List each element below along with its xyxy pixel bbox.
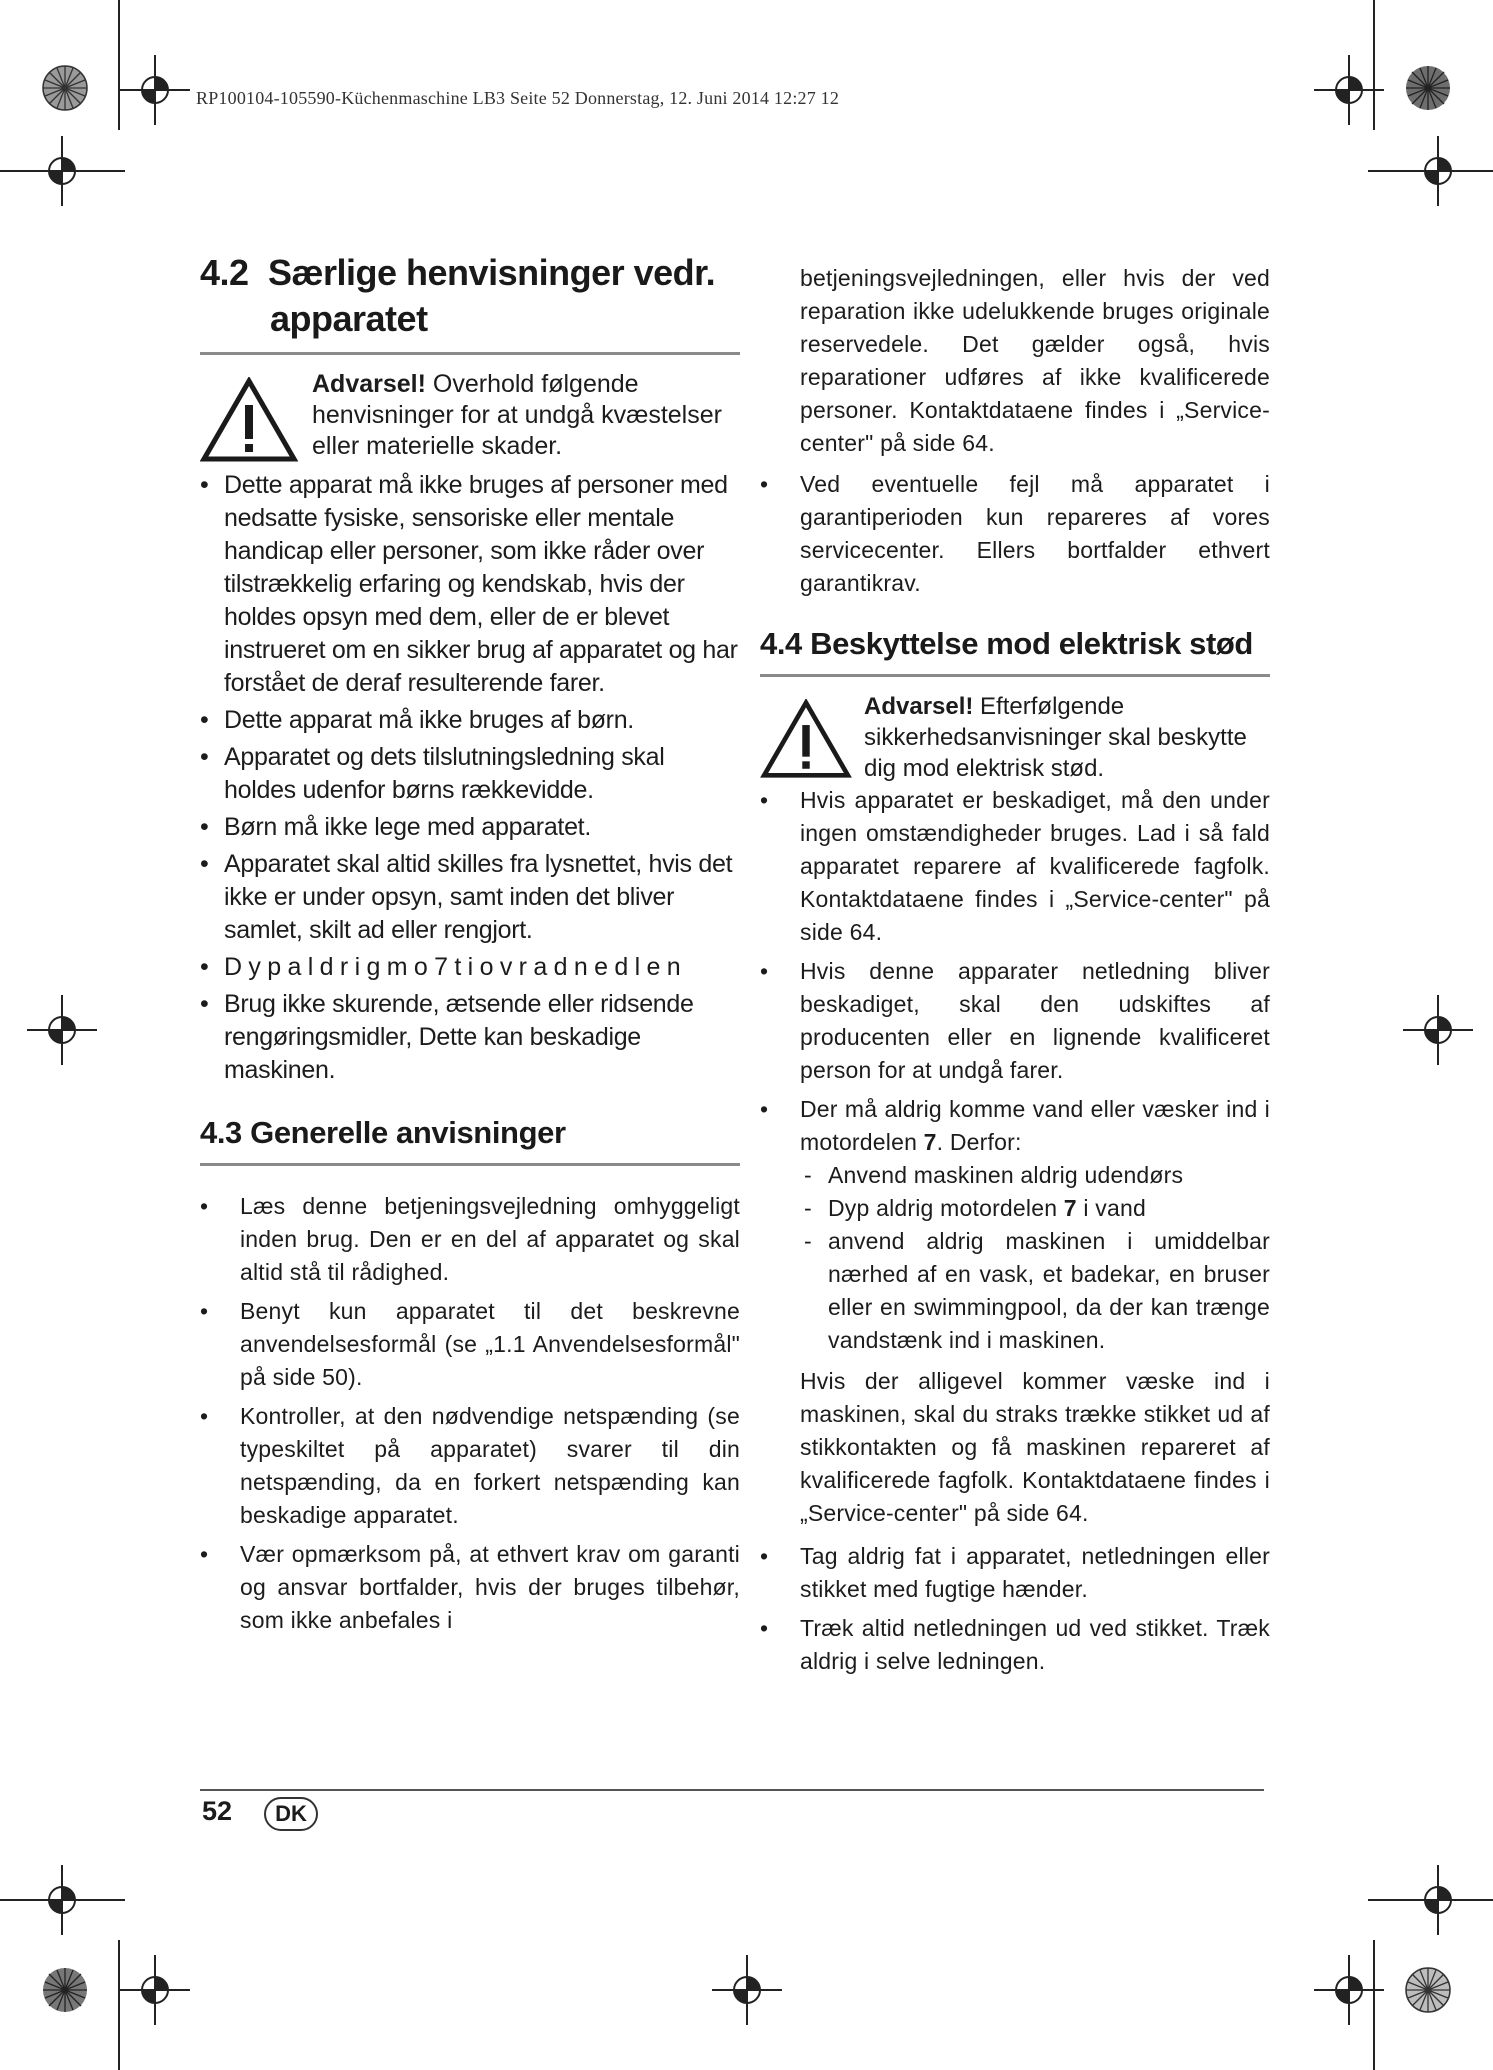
- registration-target-icon: [120, 1955, 190, 2025]
- color-bar-starburst-icon: [40, 1965, 90, 2015]
- section-4-2-heading: 4.2 Særlige henvisninger vedr. apparatet: [200, 252, 716, 339]
- section-4-4-list: [760, 784, 1270, 1357]
- registration-target-icon: [1314, 55, 1384, 125]
- liquid-paragraph: Hvis der alligevel kommer væske ind i maskinen, skal du straks trække stikket ud af stikkontakten og få maskinen repareret af kvalificerede fagfolk. Kontaktdataene findes i „Service-center" på side 64.: [800, 1368, 1270, 1526]
- print-info: RP100104-105590-Küchenmaschine LB3 Seite 52 Donnerstag, 12. Juni 2014 12:27 12: [196, 88, 840, 108]
- registration-target-icon: [1314, 1955, 1384, 2025]
- list-item: • Hvis denne apparater netledning bliver beskadiget, skal den udskiftes af producenten eller en lignende kvalificeret person for at undgå farer.: [760, 955, 1270, 1087]
- list-item: • Tag aldrig fat i apparatet, netledningen eller stikket med fugtige hænder.: [760, 1540, 1270, 1606]
- list-item: • Benyt kun apparatet til det beskrevne anvendelsesformål (se „1.1 Anvendelsesformål" på side 50).: [200, 1295, 740, 1394]
- list-item: • Dette apparat må ikke bruges af personer med nedsatte fysiske, sensoriske eller mentale handicap eller personer, som ikke råder over tilstrækkelig erfaring og kendskab, hvis der holdes opsyn med dem, eller de er blevet instrueret om en sikker brug af apparatet og har forstået de deraf resulterende farer.: [200, 469, 740, 700]
- list-item: • Apparatet skal altid skilles fra lysnettet, hvis det ikke er under opsyn, samt inden det bliver samlet, skilt ad eller rengjort.: [200, 848, 740, 947]
- section-rule: [200, 1163, 740, 1166]
- warning-box: [200, 369, 740, 469]
- list-item: • Træk altid netledningen ud ved stikket. Træk aldrig i selve ledningen.: [760, 1612, 1270, 1678]
- section-4-3-heading: 4.3 Generelle anvisninger: [200, 1115, 566, 1150]
- registration-target-icon: [27, 136, 97, 206]
- part-reference: 7: [1063, 1195, 1077, 1221]
- list-item: • Apparatet og dets tilslutningsledning skal holdes udenfor børns rækkevidde.: [200, 741, 740, 807]
- section-rule: [760, 674, 1270, 677]
- list-item: • Børn må ikke lege med apparatet.: [200, 811, 740, 844]
- list-item: • Læs denne betjeningsvejledning omhyggeligt inden brug. Den er en del af apparatet og skal altid stå til rådighed.: [200, 1190, 740, 1289]
- warning-text: Advarsel! Efterfølgende sikkerhedsanvisninger skal beskytte dig mod elektrisk stød.: [864, 693, 1247, 782]
- sub-item: - Anvend maskinen aldrig udendørs: [800, 1159, 1270, 1192]
- part-reference: 7: [923, 1129, 937, 1155]
- list-item: • Dette apparat må ikke bruges af børn.: [200, 704, 740, 737]
- registration-target-icon: [1403, 1865, 1473, 1935]
- warning-triangle-icon: [760, 699, 852, 779]
- registration-target-icon: [120, 55, 190, 125]
- list-item-motor: • Der må aldrig komme vand eller væsker ind i motordelen 7. Derfor: - Anvend maskinen aldrig udendørs - Dyp aldrig motordelen 7 i vand - anvend aldrig maskinen i umiddelbar nærhed af en vask, et badekar, en bruser eller en swimmingpool, da der kan trænge vandstænk ind i maskinen.: [760, 1093, 1270, 1357]
- list-item-garbled: • D y p a l d r i g m o 7 t i o v r a d n e d l e n: [200, 951, 740, 984]
- color-bar-starburst-icon: [1403, 1965, 1453, 2015]
- section-4-3-list: [200, 1190, 740, 1637]
- registration-target-icon: [712, 1955, 782, 2025]
- footer-rule: [200, 1789, 1264, 1791]
- page-number: 52: [202, 1796, 233, 1826]
- right-column: [760, 262, 1270, 1684]
- color-bar-starburst-icon: [40, 63, 90, 113]
- section-4-4-heading: 4.4 Beskyttelse mod elektrisk stød: [760, 626, 1253, 661]
- list-item: • Vær opmærksom på, at ethvert krav om garanti og ansvar bortfalder, hvis der bruges tilbehør, som ikke anbefales i: [200, 1538, 740, 1637]
- left-column: [200, 250, 740, 1643]
- continued-paragraph: betjeningsvejledningen, eller hvis der ved reparation ikke udelukkende bruges originale reservedele. Det gælder også, hvis reparationer udføres af ikke kvalificerede personer. Kontaktdataene findes i „Service-center" på side 64.: [800, 265, 1270, 456]
- sub-item: - Dyp aldrig motordelen 7 i vand: [800, 1192, 1270, 1225]
- sub-item: - anvend aldrig maskinen i umiddelbar nærhed af en vask, et badekar, en bruser eller en swimmingpool, da der kan trænge vandstænk ind i maskinen.: [800, 1225, 1270, 1357]
- list-item: • Ved eventuelle fejl må apparatet i garantiperioden kun repareres af vores servicecenter. Ellers bortfalder ethvert garantikrav.: [760, 468, 1270, 600]
- registration-target-icon: [1403, 136, 1473, 206]
- language-badge: DK: [264, 1797, 318, 1831]
- list-item: • Hvis apparatet er beskadiget, må den under ingen omstændigheder bruges. Lad i så fald apparatet reparere af kvalificerede fagfolk. Kontaktdataene findes i „Service-center" på side 64.: [760, 784, 1270, 949]
- registration-target-icon: [27, 995, 97, 1065]
- color-bar-starburst-icon: [1403, 63, 1453, 113]
- section-rule: [200, 352, 740, 355]
- warranty-list: [760, 468, 1270, 600]
- warning-triangle-icon: [200, 377, 298, 463]
- section-4-2-list: [200, 469, 740, 1087]
- warning-text: Advarsel! Overhold følgende henvisninger for at undgå kvæstelser eller materielle skader.: [312, 370, 722, 460]
- motor-sub-list: [800, 1159, 1270, 1357]
- list-item: • Kontroller, at den nødvendige netspænding (se typeskiltet på apparatet) svarer til din netspænding, da en forkert netspænding kan beskadige apparatet.: [200, 1400, 740, 1532]
- warning-box: [760, 691, 1270, 784]
- section-4-4-list-end: [760, 1540, 1270, 1678]
- registration-target-icon: [27, 1865, 97, 1935]
- list-item: • Brug ikke skurende, ætsende eller ridsende rengøringsmidler, Dette kan beskadige maskinen.: [200, 988, 740, 1087]
- registration-target-icon: [1403, 995, 1473, 1065]
